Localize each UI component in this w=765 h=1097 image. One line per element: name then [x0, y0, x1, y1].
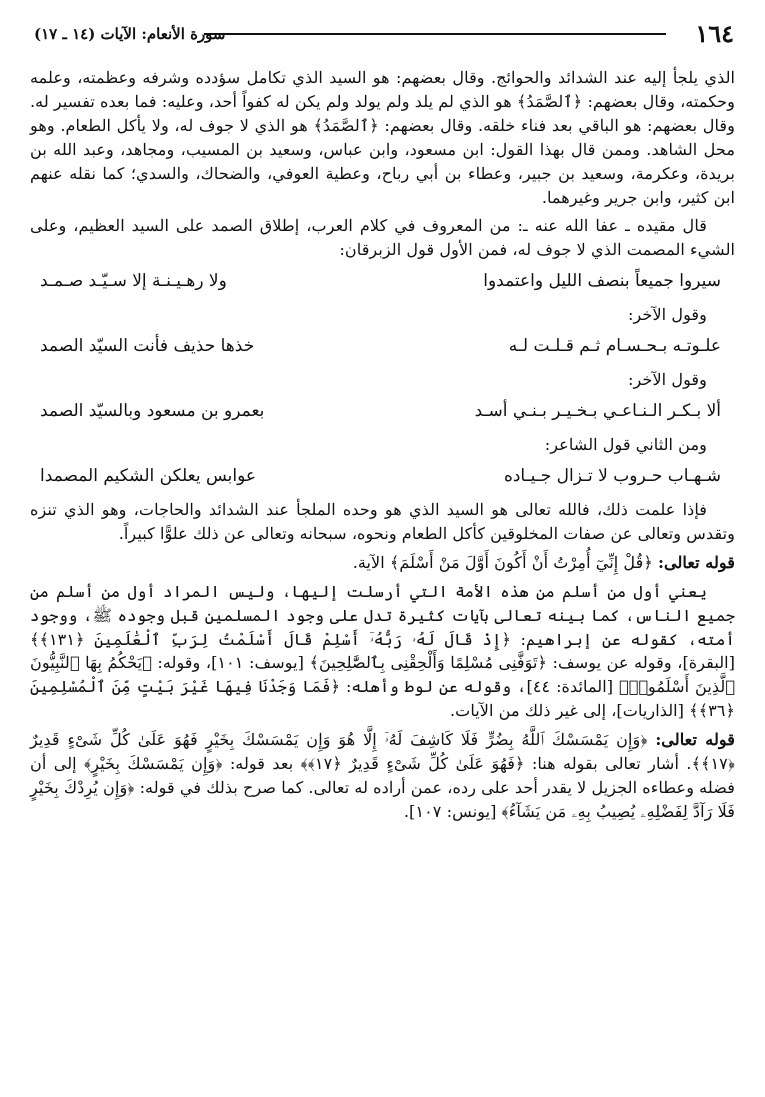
poem-intro: وقول الآخر: [628, 305, 707, 325]
poem-verse [40, 464, 721, 488]
paragraph: يعني أول من أسلم من هذه الأمة التي أرسلت إليها، وليس المراد أول من أسلم من جميع الناس، كما بينه تعالى بآيات كثيرة تدل على وجود المسلمين قبل وجوده ﷺ، ووجود أمته، كقوله عن إبراهيم: ﴿إِذْ قَالَ لَهُۥ رَبُّهُۥٓ أَسْلِمْ قَالَ أَسْلَمْتُ لِرَبِّ ٱلْعَٰلَمِينَ ﴿١٣١﴾﴾ [البقرة]، وقوله عن يوسف: ﴿تَوَفَّنِى مُسْلِمًا وَأَلْحِقْنِى بِٱلصَّٰلِحِينَ﴾ [يوسف: ١٠١]، وقوله: ﴿يَحْكُمُ بِهَا ٱلنَّبِيُّونَ ٱلَّذِينَ أَسْلَمُوا۟﴾ [المائدة: ٤٤]، وقوله عن لوط وأهله: ﴿فَمَا وَجَدْنَا فِيهَا غَيْرَ بَيْتٍ مِّنَ ٱلْمُسْلِمِينَ ﴿٣٦﴾﴾ [الذاريات]، إلى غير ذلك من الآيات. [30, 581, 735, 721]
verse-heading-label: قوله تعالى: [658, 552, 735, 572]
poem-verse [40, 269, 721, 293]
poem-intro: ومن الثاني قول الشاعر: [544, 435, 707, 455]
header-rule [204, 33, 666, 35]
poem-verse [40, 399, 721, 423]
page-body [30, 66, 735, 829]
verse-heading-text: ﴿وَإِن يَمْسَسْكَ ٱللَّهُ بِضُرٍّ فَلَا كَاشِفَ لَهُۥٓ إِلَّا هُوَ وَإِن يَمْسَسْكَ بِخَيْرٍ فَهُوَ عَلَىٰ كُلِّ شَىْءٍ قَدِيرٌ ﴿١٧﴾﴾. أشار تعالى بقوله هنا: ﴿فَهُوَ عَلَىٰ كُلِّ شَىْءٍ قَدِيرٌ ﴿١٧﴾﴾ بعد قوله: ﴿وَإِن يَمْسَسْكَ بِخَيْرٍ﴾ إلى أن فضله وعطاءه الجزيل لا يقدر أحد على رده، عمن أراده له تعالى. كما صرح بذلك في قوله: ﴿وَإِن يُرِدْكَ بِخَيْرٍ فَلَا رَآدَّ لِفَضْلِهِۦ يُصِيبُ بِهِۦ مَن يَشَآءُ﴾ [يونس: ١٠٧]. [30, 730, 735, 821]
verse-heading [30, 728, 735, 824]
page-header [34, 20, 734, 48]
verse-first-half: علـوتـه بـحـسـام ثـم قـلـت لـه [508, 336, 721, 357]
running-title: سورة الأنعام: الآيات (١٤ ـ ١٧) [34, 25, 226, 43]
paragraph: قال مقيده ـ عفا الله عنه ـ: من المعروف في كلام العرب، إطلاق الصمد على السيد العظيم، وعلى الشيء المصمت الذي لا جوف له، فمن الأول قول الزبرقان: [30, 216, 735, 260]
poem-intro: وقول الآخر: [628, 370, 707, 390]
paragraph: فإذا علمت ذلك، فالله تعالى هو السيد الذي هو وحده الملجأ عند الشدائد والحاجات، وهو الذي تنزه وتقدس وتعالى عن صفات المخلوقين كأكل الطعام ونحوه، سبحانه وتعالى عن ذلك علوًّا كبيراً. [30, 499, 735, 543]
paragraph: الذي يلجأ إليه عند الشدائد والحوائج. وقال بعضهم: هو السيد الذي تكامل سؤدده وشرفه وعظمته، وعلمه وحكمته، وقال بعضهم: ﴿ٱلصَّمَدُ﴾ هو الذي لم يلد ولم يولد ولم يكن له كفواً أحد، وعليه: فما بعده تفسير له. وقال بعضهم: هو الباقي بعد فناء خلقه. وقال بعضهم: ﴿ٱلصَّمَدُ﴾ هو الذي لا جوف له، ولا يأكل الطعام. وهو محل الشاهد. وممن قال بهذا القول: ابن مسعود، وابن عباس، وسعيد بن المسيب، ومجاهد، وعبد الله بن بريدة، وعكرمة، وسعيد بن جبير، وعطاء بن أبي رباح، وعطية العوفي، والضحاك، والسدي؛ كما نقله عنهم ابن كثير، وابن جرير وغيرهما. [30, 68, 735, 207]
verse-second-half: ولا رهـيـنـة إلا سـيّـد صـمـد [40, 271, 227, 292]
verse-heading [30, 551, 735, 575]
verse-second-half: خذها حذيف فأنت السيّد الصمد [40, 336, 255, 357]
poem-verse [40, 334, 721, 358]
verse-second-half: بعمرو بن مسعود وبالسيّد الصمد [40, 401, 265, 422]
verse-heading-text: ﴿قُلْ إِنِّيٓ أُمِرْتُ أَنْ أَكُونَ أَوَّلَ مَنْ أَسْلَمَ﴾ الآية. [352, 552, 658, 572]
verse-first-half: سيروا جميعاً بنصف الليل واعتمدوا [483, 271, 721, 292]
verse-first-half: شـهـاب حـروب لا تـزال جـيـاده [503, 465, 721, 486]
verse-heading-label: قوله تعالى: [655, 730, 736, 750]
verse-first-half: ألا بـكـر الـنـاعـي بـخـيـر بـنـي أسـد [474, 401, 721, 422]
page-number: ١٦٤ [695, 19, 734, 48]
verse-second-half: عوابس يعلكن الشكيم المصمدا [40, 465, 257, 486]
